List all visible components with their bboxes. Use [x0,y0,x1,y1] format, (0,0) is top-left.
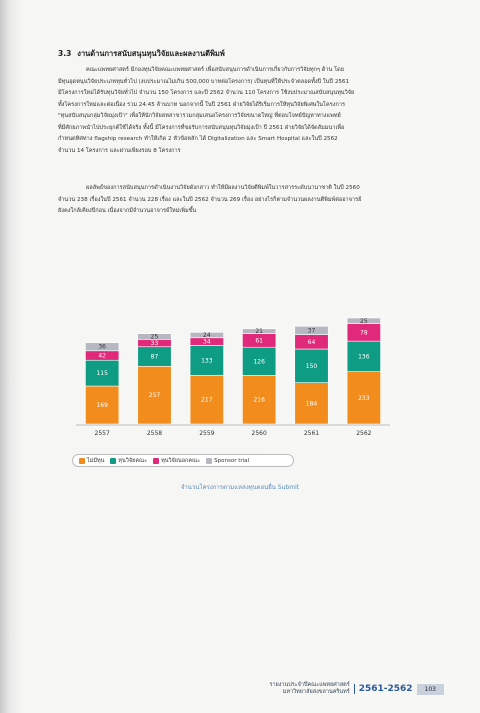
paragraph-line: ที่มีศักยภาพนำไปประยุกต์ใช้ได้จริง ทั้งนี้ มีโครงการที่ขอรับการสนับสนุนทุนวิจัยมุ่งเป้า ปี 2561 ฝ่ายวิจัยได้จัดสัมมนาเพื่อ [58,124,345,131]
bar-value-label: 33 [150,340,159,348]
x-tick-label: 2560 [251,430,267,437]
bar-value-label: 150 [305,362,318,370]
bar-value-label: 42 [98,352,106,360]
legend-item [110,457,147,465]
legend-item [79,457,104,465]
bar-value-label: 24 [203,332,211,340]
legend-label: ทุนวิจัยคณะ [118,457,148,464]
bar-value-label: 64 [307,338,316,346]
legend-item [206,458,249,464]
legend-label: ไม่มีทุน [87,457,105,464]
paragraph-line: ยังคงใกล้เคียงปีก่อน เนื่องจากมีจำนวนอาจารย์ใหม่เพิ่มขึ้น [58,208,197,214]
paragraph-line: จำนวน 238 เรื่องในปี 2561 จำนวน 228 เรื่อง และในปี 2562 จำนวน 269 เรื่อง อย่างไรก็ตามจำนวนผลงานตีพิมพ์ต่ออาจารย์ [58,196,362,203]
legend-item [153,457,200,465]
bar-value-label: 126 [253,358,265,366]
page-number: 103 [417,684,444,695]
bar-value-label: 184 [305,400,318,408]
x-tick-label: 2558 [146,430,163,437]
paragraph-line: ผลลัพธ์ของการสนับสนุนการดำเนินงานวิจัยดังกล่าว ทำให้มีผลงานวิจัยตีพิมพ์ในวารสารระดับนานาชาติ ในปี 2560 [86,185,360,191]
bar-value-label: 37 [307,327,316,335]
paragraph-line: มีโครงการใหม่ได้รับทุนวิจัยทั่วไป จำนวน 150 โครงการ และปี 2562 จำนวน 110 โครงการ ใช้งบประมาณสนับสนุนทุนวิจัย [58,90,355,96]
footer-report-title [269,682,349,696]
bar-value-label: 36 [98,343,106,351]
legend-swatch [153,458,159,464]
bar-value-label: 25 [360,317,368,325]
bar-value-label: 216 [253,396,265,404]
legend-label: Sponsor trial [214,457,250,464]
bar-value-label: 169 [96,402,108,410]
bar-value-label: 136 [358,353,370,361]
section-number: 3.3 [58,49,72,58]
chart-svg [68,312,398,442]
footer-line-2: มหาวิทยาลัยสงขลานครินทร์ [282,689,350,695]
section-title: งานด้านการสนับสนุนทุนวิจัยและผลงานตีพิมพ์ [77,49,225,58]
section-heading [58,48,225,60]
chart-caption: จำนวนโครงการตามแหล่งทุนตอนยื่น Submit [180,484,300,491]
bar-value-label: 87 [150,353,159,361]
paragraph-line: คณะแพทยศาสตร์ มีกองทุนวิจัยคณะแพทยศาสตร์ เพื่อสนับสนุนการดำเนินการเกี่ยวกับการวิจัยทุกๆ ด้าน โดย [86,67,345,73]
bar-value-label: 34 [203,338,211,346]
legend-swatch [206,458,212,464]
bar-value-label: 217 [201,396,213,404]
bar-value-label: 25 [150,333,159,341]
paragraph-line: ทั้งโครงการใหม่และต่อเนื่อง รวม 24.45 ล้านบาท นอกจากนี้ ในปี 2561 ฝ่ายวิจัยได้ริเริ่มการให้ทุนวิจัยพิเศษในโครงการ [58,101,346,108]
bar-value-label: 61 [255,337,263,345]
page-footer [269,682,444,696]
legend-swatch [110,458,116,464]
bar-value-label: 21 [255,328,263,336]
footer-line-1: รายงานประจำปีคณะแพทยศาสตร์ [269,682,350,688]
x-tick-label: 2559 [199,430,215,437]
paragraph-funding [58,65,440,157]
bar-value-label: 133 [201,357,213,365]
paragraph-line: "ทุนสนับสนุนกลุ่มวิจัยมุ่งเป้า" เพื่อให้นักวิจัยสหสาขารวมกลุ่มเสนอโครงการวิจัยขนาดใหญ่ ที่ตอบโจทย์ปัญหาทางแพทย์ [58,113,341,119]
x-tick-label: 2561 [303,430,320,437]
x-tick-label: 2562 [356,430,372,437]
chart-legend [72,454,294,467]
x-tick-label: 2557 [94,430,110,437]
bar-value-label: 257 [148,392,161,400]
bar-value-label: 78 [360,329,368,337]
paragraph-line: กำหนดทิศทาง flagship research ทำให้เกิด 2 หัวข้อหลัก ได้ Digitalization และ Smart Hospital และในปี 2562 [58,136,338,142]
bar-value-label: 115 [96,370,108,378]
footer-years: 2561-2562 [354,684,417,694]
paragraph-publications [58,183,440,218]
stacked-bar-chart [68,312,398,442]
paragraph-line: มีทุนอุดหนุนวิจัยประเภททุนทั่วไป (งบประมาณไม่เกิน 500,000 บาทต่อโครงการ) เป็นทุนที่ให้ประจำตลอดทั้งปี ในปี 2561 [58,78,350,85]
bar-value-label: 233 [358,394,370,402]
legend-swatch [79,458,85,464]
paragraph-line: จำนวน 14 โครงการ และผ่านเพียงรอบ 8 โครงการ [58,147,181,154]
legend-label: ทุนวิจัยนอกคณะ [161,457,201,464]
